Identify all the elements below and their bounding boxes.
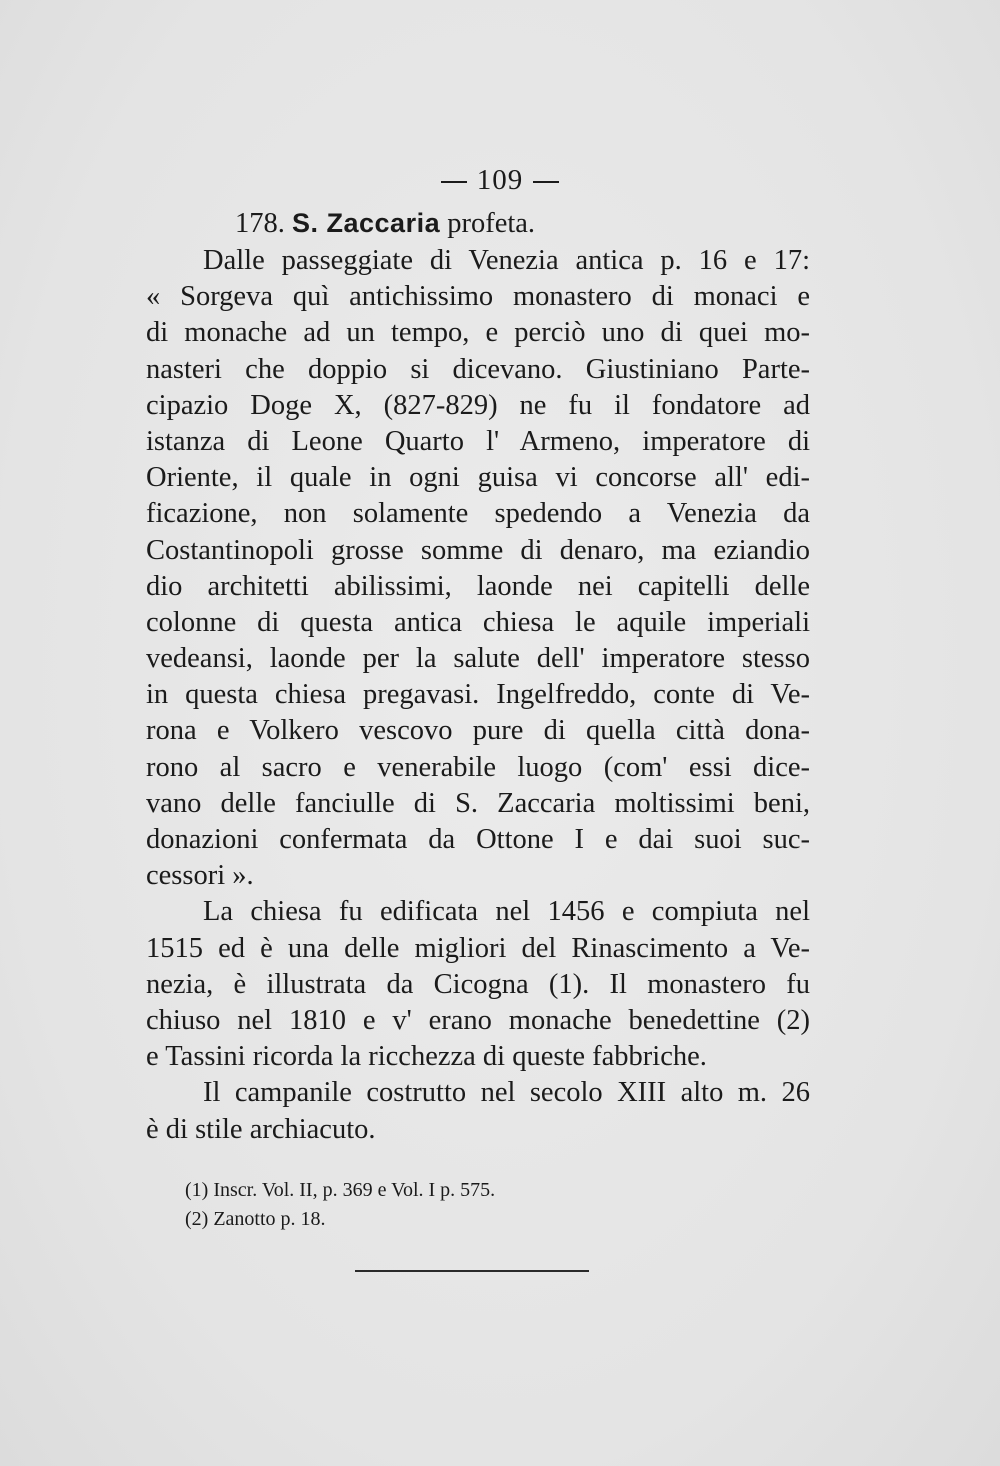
text-line: istanza di Leone Quarto l' Armeno, imperatore di xyxy=(146,425,810,457)
text-line: è di stile archiacuto. xyxy=(146,1113,376,1145)
text-line: cessori ». xyxy=(146,860,254,892)
text-line: donazioni confermata da Ottone I e dai suoi suc- xyxy=(146,824,810,855)
paragraph xyxy=(146,243,810,894)
page-number-dash-left xyxy=(441,181,467,183)
entry-title-rest: profeta. xyxy=(447,208,536,239)
paragraphs xyxy=(146,243,810,1148)
text-line: cipazio Doge X, (827-829) ne fu il fondatore ad xyxy=(146,389,810,421)
text-line: chiuso nel 1810 e v' erano monache benedettine (2) xyxy=(146,1004,810,1036)
footnotes xyxy=(185,1176,495,1234)
page-number-text: 109 xyxy=(476,164,524,196)
text-line: di monache ad un tempo, e perciò uno di quei mo- xyxy=(146,317,810,349)
body-text xyxy=(146,205,810,1148)
entry-heading xyxy=(146,205,810,243)
page-number-dash-right xyxy=(533,181,559,183)
text-line: vano delle fanciulle di S. Zaccaria moltissimi beni, xyxy=(146,787,810,819)
text-line: vedeansi, laonde per la salute dell' imperatore stesso xyxy=(146,643,810,675)
entry-number: 178. xyxy=(235,208,285,239)
text-line: colonne di questa antica chiesa le aquile imperiali xyxy=(146,606,810,638)
text-line: dio architetti abilissimi, laonde nei capitelli delle xyxy=(146,570,810,602)
text-line: ficazione, non solamente spedendo a Venezia da xyxy=(146,498,810,530)
text-line: Dalle passeggiate di Venezia antica p. 16 e 17: xyxy=(203,245,810,276)
text-line: rono al sacro e venerabile luogo (com' essi dice- xyxy=(146,751,810,783)
text-line: Il campanile costrutto nel secolo XIII alto m. 26 xyxy=(203,1077,810,1109)
text-line: Costantinopoli grosse somme di denaro, ma eziandio xyxy=(146,534,810,566)
text-line: « Sorgeva quì antichissimo monastero di monaci e xyxy=(146,281,810,313)
text-line: nezia, è illustrata da Cicogna (1). Il monastero fu xyxy=(146,968,810,1000)
entry-saint-name: S. Zaccaria xyxy=(292,208,441,238)
text-line: 1515 ed è una delle migliori del Rinascimento a Ve- xyxy=(146,932,810,964)
paragraph xyxy=(146,1075,810,1147)
text-line: La chiesa fu edificata nel 1456 e compiuta nel xyxy=(203,896,810,928)
footnote-2: (2) Zanotto p. 18. xyxy=(185,1208,326,1230)
paragraph xyxy=(146,894,810,1075)
page-number xyxy=(0,164,1000,197)
footnote-1: (1) Inscr. Vol. II, p. 369 e Vol. I p. 575. xyxy=(185,1179,496,1201)
text-line: nasteri che doppio si dicevano. Giustiniano Parte- xyxy=(146,353,810,385)
end-rule xyxy=(355,1270,589,1272)
text-line: rona e Volkero vescovo pure di quella città dona- xyxy=(146,715,810,747)
text-line: in questa chiesa pregavasi. Ingelfreddo, conte di Ve- xyxy=(146,679,810,711)
text-line: Oriente, il quale in ogni guisa vi concorse all' edi- xyxy=(146,462,810,494)
text-line: e Tassini ricorda la ricchezza di queste fabbriche. xyxy=(146,1041,707,1073)
